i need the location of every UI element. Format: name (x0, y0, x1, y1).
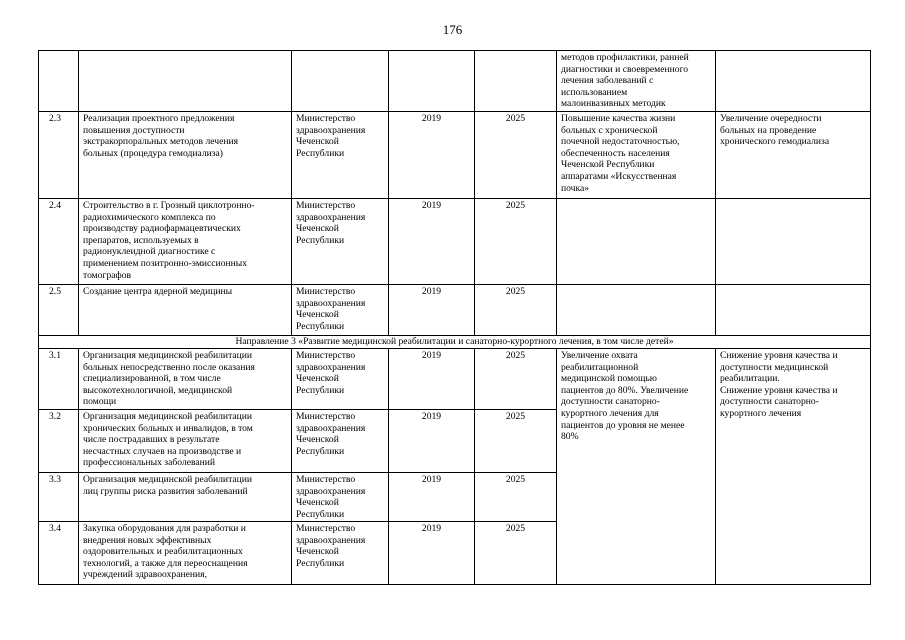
executor: Министерство здравоохранения Чеченской Республики (292, 473, 389, 522)
row-number: 2.3 (39, 112, 79, 199)
start-year: 2019 (389, 199, 475, 285)
expected-result: Повышение качества жизни больных с хронической почечной недостаточностью, обеспеченность населения Чеченской Республики аппаратами «Искусственная почка» (557, 112, 716, 199)
row-number: 2.5 (39, 285, 79, 336)
table-row (39, 199, 871, 285)
row-number: 3.1 (39, 349, 79, 410)
start-year: 2019 (389, 112, 475, 199)
indicator (716, 199, 871, 285)
measure-name: Реализация проектного предложения повышения доступности экстракорпоральных методов лечения больных (процедура гемодиализа) (79, 112, 292, 199)
start-year: 2019 (389, 285, 475, 336)
end-year: 2025 (475, 410, 557, 473)
measure-name: Строительство в г. Грозный циклотронно- радиохимического комплекса по производству радиофармацевтических препаратов, используемых в радионуклеидной диагностике с применением позитронно-эмиссионных томографов (79, 199, 292, 285)
measure-name (79, 51, 292, 112)
indicator: Снижение уровня качества и доступности медицинской реабилитации. Снижение уровня качества и доступности санаторно- курортного лечения (716, 349, 871, 585)
measure-name: Организация медицинской реабилитации больных непосредственно после оказания специализированной, в том числе высокотехнологичной, медицинской помощи (79, 349, 292, 410)
start-year (389, 51, 475, 112)
end-year (475, 51, 557, 112)
end-year: 2025 (475, 473, 557, 522)
executor: Министерство здравоохранения Чеченской Республики (292, 199, 389, 285)
indicator (716, 285, 871, 336)
section-heading-row (39, 336, 871, 349)
executor: Министерство здравоохранения Чеченской Республики (292, 285, 389, 336)
start-year: 2019 (389, 473, 475, 522)
page-number: 176 (442, 22, 463, 37)
end-year: 2025 (475, 285, 557, 336)
measure-name: Организация медицинской реабилитации хронических больных и инвалидов, в том числе пострадавших в результате несчастных случаев на производстве и профессиональных заболеваний (79, 410, 292, 473)
row-number: 2.4 (39, 199, 79, 285)
row-number (39, 51, 79, 112)
table-row (39, 349, 871, 410)
executor (292, 51, 389, 112)
start-year: 2019 (389, 410, 475, 473)
row-number: 3.3 (39, 473, 79, 522)
end-year: 2025 (475, 349, 557, 410)
measure-name: Организация медицинской реабилитации лиц группы риска развития заболеваний (79, 473, 292, 522)
executor: Министерство здравоохранения Чеченской Республики (292, 522, 389, 585)
expected-result (557, 199, 716, 285)
executor: Министерство здравоохранения Чеченской Республики (292, 349, 389, 410)
executor: Министерство здравоохранения Чеченской Республики (292, 112, 389, 199)
row-number: 3.4 (39, 522, 79, 585)
table-row (39, 51, 871, 112)
row-number: 3.2 (39, 410, 79, 473)
expected-result: Увеличение охвата реабилитационной медицинской помощью пациентов до 80%. Увеличение доступности санаторно- курортного лечения для пациентов до уровня не менее 80% (557, 349, 716, 585)
executor: Министерство здравоохранения Чеченской Республики (292, 410, 389, 473)
expected-result: методов профилактики, ранней диагностики и своевременного лечения заболеваний с использованием малоинвазивных методик (557, 51, 716, 112)
start-year: 2019 (389, 349, 475, 410)
end-year: 2025 (475, 199, 557, 285)
measures-table (38, 50, 871, 585)
measure-name: Закупка оборудования для разработки и внедрения новых эффективных оздоровительных и реабилитационных технологий, а также для переоснащения учреждений здравоохранения, (79, 522, 292, 585)
indicator (716, 51, 871, 112)
table-row (39, 112, 871, 199)
indicator: Увеличение очередности больных на проведение хронического гемодиализа (716, 112, 871, 199)
section-title: Направление 3 «Развитие медицинской реабилитации и санаторно-курортного лечения, в том числе детей» (39, 336, 871, 349)
expected-result (557, 285, 716, 336)
table-row (39, 285, 871, 336)
end-year: 2025 (475, 522, 557, 585)
measure-name: Создание центра ядерной медицины (79, 285, 292, 336)
end-year: 2025 (475, 112, 557, 199)
start-year: 2019 (389, 522, 475, 585)
